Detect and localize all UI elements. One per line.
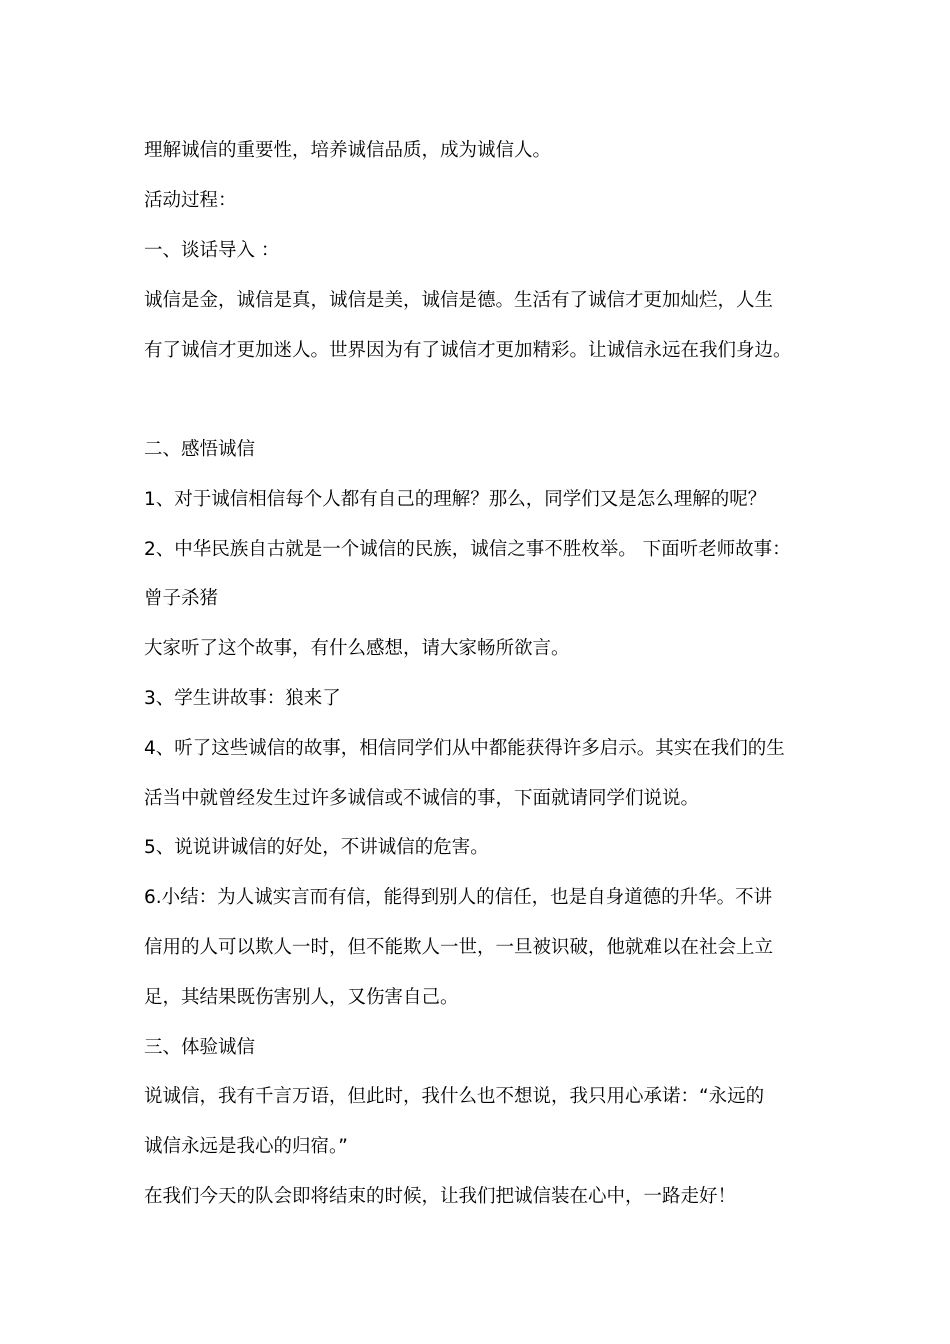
paragraph-promise-line-1: 说诚信，我有千言万语，但此时，我什么也不想说，我只用心承诺：“永远的: [144, 1086, 765, 1107]
story-title: 曾子杀猪: [144, 588, 219, 609]
section-heading-1: 一、谈话导入 ：: [144, 240, 280, 261]
list-item-2: 2、中华民族自古就是一个诚信的民族，诚信之事不胜枚举。 下面听老师故事：: [144, 539, 791, 560]
list-item-3: 3、学生讲故事：狼来了: [144, 688, 341, 709]
list-item-5: 5、说说讲诚信的好处，不讲诚信的危害。: [144, 837, 489, 858]
paragraph-goal: 理解诚信的重要性，培养诚信品质，成为诚信人。: [144, 140, 552, 161]
paragraph-promise-line-2: 诚信永远是我心的归宿。”: [144, 1136, 348, 1157]
list-item-4-line-1: 4、听了这些诚信的故事，相信同学们从中都能获得许多启示。其实在我们的生: [144, 738, 785, 759]
summary-line-1: 6.小结：为人诚实言而有信，能得到别人的信任，也是自身道德的升华。不讲: [144, 887, 773, 908]
paragraph-closing: 在我们今天的队会即将结束的时候，让我们把诚信装在心中，一路走好！: [144, 1186, 737, 1207]
summary-line-2: 信用的人可以欺人一时，但不能欺人一世，一旦被识破，他就难以在社会上立: [144, 937, 774, 958]
heading-activity-process: 活动过程：: [144, 190, 237, 211]
paragraph-intro-line-1: 诚信是金，诚信是真，诚信是美，诚信是德。生活有了诚信才更加灿烂，人生: [144, 290, 774, 311]
section-heading-2: 二、感悟诚信: [144, 439, 256, 460]
paragraph-intro-line-2: 有了诚信才更加迷人。世界因为有了诚信才更加精彩。让诚信永远在我们身边。: [144, 340, 792, 361]
paragraph-story-prompt: 大家听了这个故事，有什么感想，请大家畅所欲言。: [144, 638, 570, 659]
summary-line-3: 足，其结果既伤害别人，又伤害自己。: [144, 987, 459, 1008]
list-item-1: 1、对于诚信相信每个人都有自己的理解？那么，同学们又是怎么理解的呢？: [144, 489, 767, 510]
list-item-4-line-2: 活当中就曾经发生过许多诚信或不诚信的事，下面就请同学们说说。: [144, 788, 700, 809]
section-heading-3: 三、体验诚信: [144, 1037, 256, 1058]
